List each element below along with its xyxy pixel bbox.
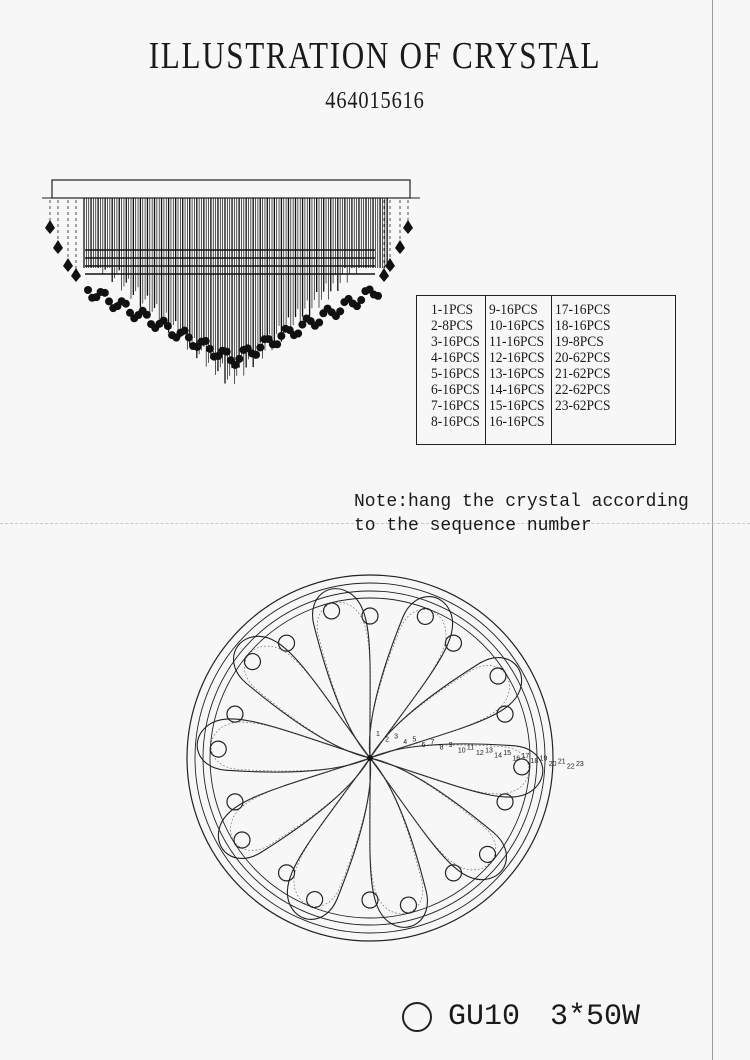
crystal-drop bbox=[256, 343, 264, 351]
piece-entry: 13-16PCS bbox=[489, 366, 545, 382]
crystal-drop bbox=[105, 297, 113, 305]
sequence-number: 4 bbox=[403, 739, 408, 747]
model-number: 464015616 bbox=[325, 88, 425, 114]
sequence-number: 8 bbox=[439, 744, 444, 752]
crystal-drop bbox=[122, 300, 130, 308]
piece-entry: 21-62PCS bbox=[554, 366, 611, 382]
petal-bead-path bbox=[327, 758, 458, 919]
crystal-drop bbox=[223, 348, 231, 356]
crystal-drop bbox=[206, 345, 214, 353]
chandelier-side-view bbox=[40, 178, 430, 378]
spiral-petal bbox=[274, 583, 416, 758]
lamp-power: 3*50W bbox=[550, 1000, 641, 1034]
sequence-number: 17 bbox=[521, 752, 530, 760]
sequence-number: 20 bbox=[548, 760, 557, 768]
teardrop-crystal bbox=[63, 258, 73, 272]
piece-entry: 20-62PCS bbox=[554, 350, 611, 366]
crystal-drop bbox=[357, 296, 365, 304]
crystal-drop bbox=[101, 289, 109, 297]
lamp-legend bbox=[402, 1000, 640, 1034]
crystal-drop bbox=[185, 333, 193, 341]
piece-entry: 15-16PCS bbox=[489, 398, 545, 414]
lamp-circle-icon bbox=[445, 865, 461, 881]
sequence-number: 7 bbox=[430, 739, 435, 747]
piece-entry: 16-16PCS bbox=[489, 414, 545, 430]
hanging-note bbox=[354, 490, 689, 538]
lamp-circle-icon bbox=[234, 832, 250, 848]
crystal-drop bbox=[315, 319, 323, 327]
petal-outline bbox=[218, 758, 370, 858]
lamp-circle-icon bbox=[490, 668, 506, 684]
crystal-drop bbox=[181, 327, 189, 335]
piece-entry: 4-16PCS bbox=[431, 350, 480, 366]
lamp-circle-icon bbox=[477, 844, 497, 864]
piece-entry: 10-16PCS bbox=[489, 318, 545, 334]
sequence-number: 12 bbox=[476, 750, 484, 757]
piece-entry: 5-16PCS bbox=[431, 366, 480, 382]
piece-entry: 8-16PCS bbox=[431, 414, 480, 430]
sequence-number: 14 bbox=[494, 752, 502, 760]
piece-column-1 bbox=[417, 296, 485, 444]
crystal-drop bbox=[277, 332, 285, 340]
crystal-drop bbox=[143, 311, 151, 319]
lamp-circle-icon bbox=[321, 601, 341, 621]
lamp-circle-icon bbox=[303, 888, 325, 910]
sequence-number: 15 bbox=[503, 750, 512, 758]
crystal-drop bbox=[374, 292, 382, 300]
sequence-number: 1 bbox=[376, 731, 380, 738]
piece-entry: 19-8PCS bbox=[554, 334, 604, 350]
crystal-layout-top-view bbox=[185, 548, 584, 968]
teardrop-crystal bbox=[53, 240, 63, 254]
piece-entry: 18-16PCS bbox=[554, 318, 611, 334]
teardrop-crystal bbox=[71, 268, 81, 282]
petal-bead-path bbox=[239, 625, 370, 786]
lamp-circle-icon bbox=[402, 1002, 432, 1032]
piece-count-table bbox=[416, 295, 676, 445]
crystal-drop bbox=[336, 307, 344, 315]
crystal-drop bbox=[252, 351, 260, 359]
crystal-drop bbox=[235, 355, 243, 363]
petal-bead-path bbox=[203, 676, 370, 833]
lamp-circle-icon bbox=[242, 652, 262, 672]
sequence-number: 2 bbox=[385, 736, 389, 744]
spiral-petal bbox=[370, 658, 522, 758]
petal-outline bbox=[228, 614, 370, 789]
sequence-number: 23 bbox=[576, 761, 584, 768]
lamp-type: GU10 bbox=[448, 1000, 521, 1034]
petal-outline bbox=[274, 583, 416, 758]
lamp-circle-icon bbox=[398, 895, 418, 915]
petal-outline bbox=[370, 658, 522, 758]
sequence-number: 13 bbox=[485, 747, 493, 755]
sequence-number: 11 bbox=[466, 744, 475, 752]
sequence-number: 16 bbox=[512, 755, 521, 763]
piece-entry: 2-8PCS bbox=[431, 318, 474, 334]
spiral-petal bbox=[323, 758, 465, 933]
crystal-drop bbox=[84, 286, 92, 294]
piece-entry: 22-62PCS bbox=[554, 382, 611, 398]
piece-entry: 17-16PCS bbox=[554, 302, 611, 318]
lamp-circle-icon bbox=[414, 605, 436, 627]
teardrop-crystal bbox=[45, 220, 55, 234]
piece-column-3 bbox=[551, 296, 617, 444]
crystal-drop bbox=[202, 337, 210, 345]
sequence-number: 3 bbox=[394, 733, 399, 741]
sequence-number: 6 bbox=[421, 741, 426, 749]
note-line-1: Note:hang the crystal according bbox=[354, 492, 689, 512]
piece-entry: 7-16PCS bbox=[431, 398, 480, 414]
lamp-circle-icon bbox=[279, 635, 295, 651]
piece-column-2 bbox=[485, 296, 551, 444]
teardrop-crystal bbox=[379, 268, 389, 282]
piece-entry: 9-16PCS bbox=[489, 302, 538, 318]
piece-entry: 11-16PCS bbox=[489, 334, 545, 350]
piece-entry: 14-16PCS bbox=[489, 382, 545, 398]
sequence-number: 18 bbox=[530, 758, 539, 766]
center-point bbox=[367, 755, 373, 761]
teardrop-crystal bbox=[403, 220, 413, 234]
spiral-petal bbox=[228, 614, 370, 789]
canopy bbox=[52, 180, 410, 198]
piece-entry: 12-16PCS bbox=[489, 350, 545, 366]
page-edge bbox=[712, 0, 713, 1060]
piece-entry: 6-16PCS bbox=[431, 382, 480, 398]
teardrop-crystal bbox=[395, 240, 405, 254]
spiral-petal bbox=[218, 758, 370, 858]
petal-outline bbox=[323, 758, 465, 933]
note-line-2: to the sequence number bbox=[354, 516, 592, 536]
piece-entry: 3-16PCS bbox=[431, 334, 480, 350]
sequence-number: 10 bbox=[457, 747, 466, 755]
crystal-drop bbox=[294, 330, 302, 338]
sequence-number: 22 bbox=[566, 763, 575, 771]
sequence-number: 19 bbox=[539, 755, 548, 763]
piece-entry: 1-1PCS bbox=[431, 302, 474, 318]
page-title: ILLUSTRATION OF CRYSTAL bbox=[148, 35, 602, 77]
sequence-number: 9 bbox=[448, 741, 453, 749]
crystal-drop bbox=[164, 322, 172, 330]
piece-entry: 23-62PCS bbox=[554, 398, 611, 414]
sequence-number: 21 bbox=[557, 758, 566, 766]
crystal-drop bbox=[273, 340, 281, 348]
sequence-number: 5 bbox=[412, 736, 417, 744]
